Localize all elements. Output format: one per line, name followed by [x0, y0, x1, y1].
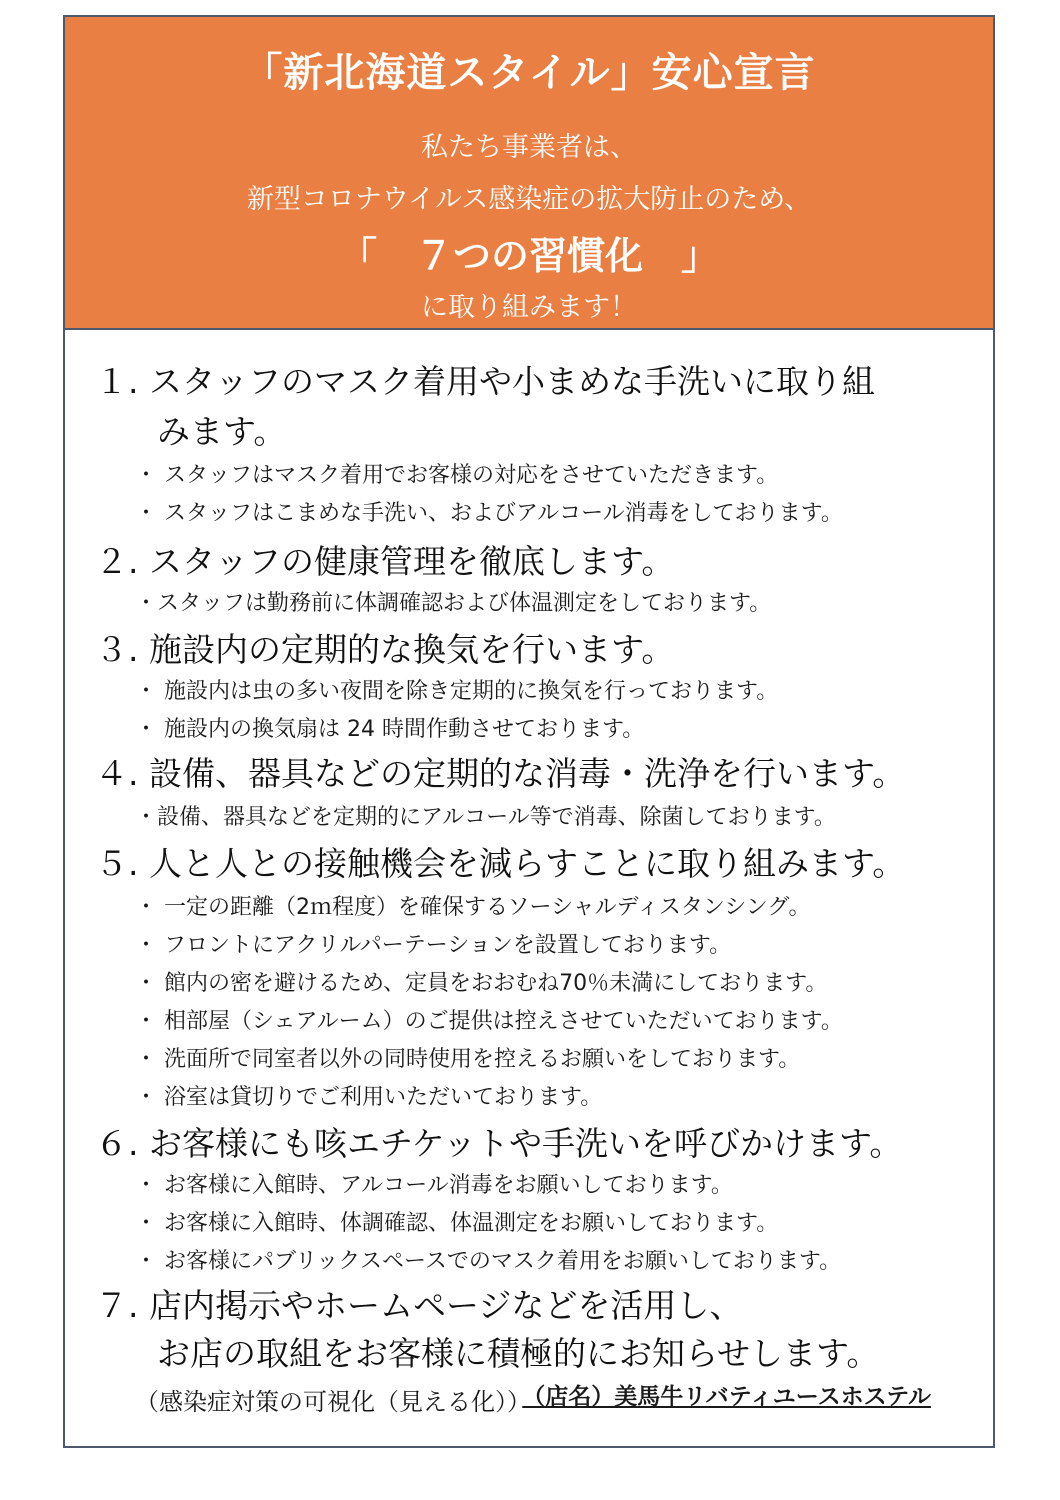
item-7-heading: ７. 店内掲示やホームページなどを活用し、	[95, 1286, 743, 1325]
item-1-bullet-2: ・ スタッフはこまめな手洗い、およびアルコール消毒をしております。	[135, 501, 843, 526]
item-3-bullet-1: ・ 施設内は虫の多い夜間を除き定期的に換気を行っております。	[135, 679, 779, 704]
item-5-bullet-2: ・ フロントにアクリルパーテーションを設置しております。	[135, 933, 732, 958]
item-5-bullet-6: ・ 浴室は貸切りでご利用いただいております。	[135, 1085, 603, 1110]
item-6-heading: ６. お客様にも咳エチケットや手洗いを呼びかけます。	[95, 1124, 903, 1163]
item-7-note: （感染症対策の可視化（見える化））	[135, 1388, 531, 1416]
item-5-bullet-3: ・ 館内の密を避けるため、定員をおおむね70％未満にしております。	[135, 971, 828, 996]
banner-headline: 「 ７つの習慣化 」	[338, 234, 719, 278]
shop-name: （店名）美馬牛リバティユースホステル	[522, 1384, 931, 1410]
header-banner	[65, 17, 993, 330]
item-2-heading: ２. スタッフの健康管理を徹底します。	[95, 542, 675, 581]
item-6-bullet-2: ・ お客様に入館時、体調確認、体温測定をお願いしております。	[135, 1211, 779, 1236]
item-6-bullet-3: ・ お客様にパブリックスペースでのマスク着用をお願いしております。	[135, 1249, 842, 1274]
banner-line-2: 新型コロナウイルス感染症の拡大防止のため、	[246, 184, 812, 215]
item-1-heading: １. スタッフのマスク着用や小まめな手洗いに取り組	[95, 362, 875, 401]
notice-frame	[63, 15, 995, 1448]
item-7-heading-cont: お店の取組をお客様に積極的にお知らせします。	[157, 1334, 880, 1373]
item-1-heading-cont: みます。	[157, 412, 287, 451]
item-4-bullet-1: ・設備、器具などを定期的にアルコール等で消毒、除菌しております。	[135, 805, 836, 830]
banner-line-3: に取り組みます！	[421, 292, 637, 323]
item-5-heading: ５. 人と人との接触機会を減らすことに取り組みます。	[95, 844, 906, 883]
item-5-bullet-5: ・ 洗面所で同室者以外の同時使用を控えるお願いをしております。	[135, 1047, 801, 1072]
item-5-bullet-4: ・ 相部屋（シェアルーム）のご提供は控えさせていただいております。	[135, 1009, 843, 1034]
item-4-heading: ４. 設備、器具などの定期的な消毒・洗浄を行います。	[95, 754, 906, 793]
item-1-bullet-1: ・ スタッフはマスク着用でお客様の対応をさせていただきます。	[135, 463, 779, 488]
item-3-heading: ３. 施設内の定期的な換気を行います。	[95, 630, 675, 669]
item-5-bullet-1: ・ 一定の距離（2ｍ程度）を確保するソーシャルディスタンシング。	[135, 895, 811, 920]
item-6-bullet-1: ・ お客様に入館時、アルコール消毒をお願いしております。	[135, 1173, 733, 1198]
page-title: 「新北海道スタイル」安心宣言	[242, 50, 816, 96]
item-3-bullet-2: ・ 施設内の換気扇は 24 時間作動させております。	[135, 717, 645, 742]
item-2-bullet-1: ・スタッフは勤務前に体調確認および体温測定をしております。	[135, 591, 772, 616]
banner-line-1: 私たち事業者は、	[421, 132, 637, 163]
